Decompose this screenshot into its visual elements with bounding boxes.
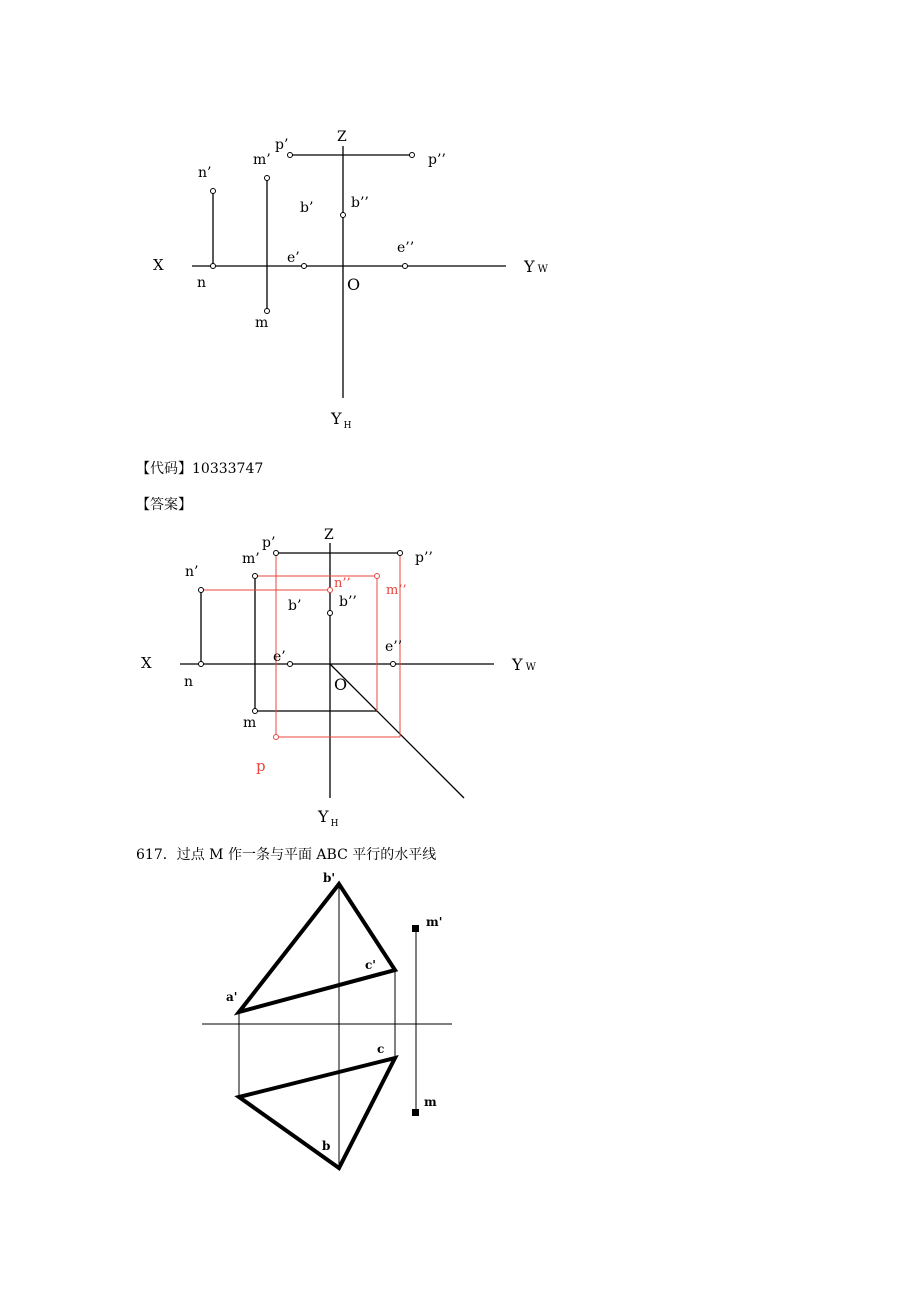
label-c-prime: c' (365, 958, 376, 972)
label-n-prime: n’ (198, 165, 212, 181)
label-p-prime: p’ (262, 535, 276, 551)
label-yh: Y $_H$ (331, 409, 352, 431)
label-yh: Y $_H$ (318, 807, 339, 829)
label-p: p (256, 757, 266, 775)
label-yw: Y W (512, 655, 536, 674)
label-m: m (243, 715, 257, 731)
label-c: c (377, 1042, 385, 1056)
label-n: n (184, 674, 194, 690)
label-n-double-prime: n’’ (334, 576, 351, 591)
label-e-double-prime: e’’ (397, 240, 415, 256)
question-617: 617．过点 M 作一条与平面 ABC 平行的水平线 (136, 847, 437, 863)
label-m-prime: m’ (242, 551, 260, 567)
label-n: n (197, 275, 207, 291)
point-m (412, 1109, 419, 1116)
label-n-prime: n’ (185, 564, 199, 580)
label-x: X (141, 654, 152, 672)
label-e-prime: e’ (273, 649, 286, 665)
triangle-abc-top-view (239, 1058, 395, 1168)
label-m-prime: m' (426, 915, 443, 929)
label-z: Z (337, 129, 347, 145)
label-p-prime: p’ (275, 137, 289, 153)
label-b-double-prime: b’’ (351, 195, 369, 211)
label-e-prime: e’ (287, 250, 300, 266)
label-p-double-prime: p’’ (415, 550, 433, 566)
label-b-double-prime: b’’ (339, 594, 357, 610)
label-yw: Y W (524, 257, 548, 276)
label-b-prime: b' (323, 871, 336, 885)
point-m-prime (412, 925, 419, 932)
label-b: b (322, 1139, 331, 1153)
label-o: O (334, 675, 348, 694)
label-x: X (153, 256, 164, 274)
label-b-prime: b’ (288, 598, 302, 614)
label-a-prime: a' (226, 990, 238, 1004)
label-e-double-prime: e’’ (385, 639, 403, 655)
answer-line: 【答案】 (136, 497, 192, 513)
label-o: O (347, 275, 361, 294)
label-m: m (255, 315, 269, 331)
label-m: m (424, 1095, 437, 1109)
label-p-double-prime: p’’ (428, 152, 446, 168)
label-m-prime: m’ (253, 152, 271, 168)
label-b-prime: b’ (300, 200, 314, 216)
label-m-double-prime: m’’ (386, 583, 407, 598)
label-z: Z (324, 527, 334, 543)
triangle-abc-front-view (239, 884, 395, 1012)
code-line: 【代码】10333747 (136, 461, 264, 477)
